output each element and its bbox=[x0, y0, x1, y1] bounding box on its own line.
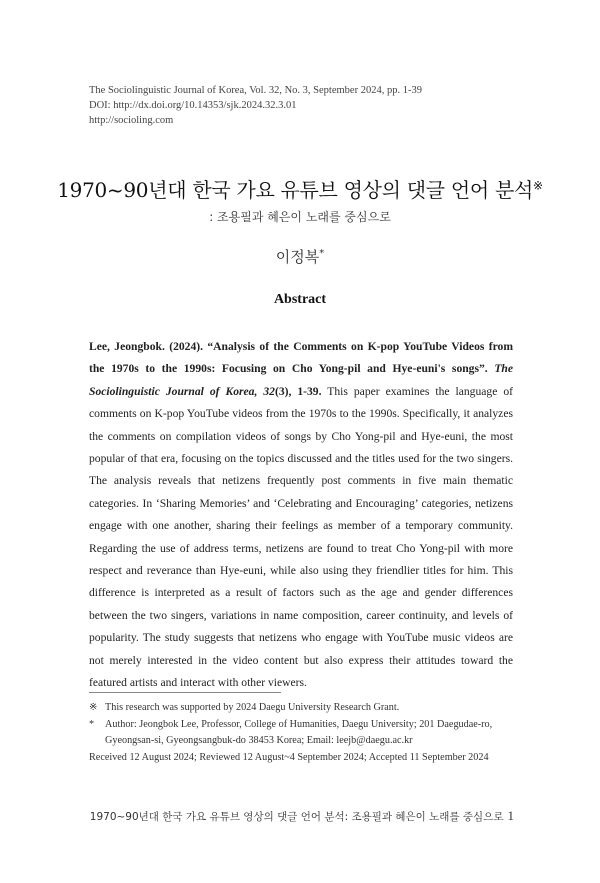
journal-citation-line: The Sociolinguistic Journal of Korea, Vol. 32, No. 3, September 2024, pp. 1-39 bbox=[89, 85, 422, 96]
footnote-funding-text: This research was supported by 2024 Daegu University Research Grant. bbox=[105, 702, 400, 713]
citation-title: “Analysis of the Comments on K-pop YouTube Videos from the 1970s to the 1990s: Focusing on Cho Yong-pil and Hye-euni's songs”. bbox=[89, 340, 513, 376]
author-footnote-mark: * bbox=[319, 248, 325, 259]
page-number: 1 bbox=[507, 808, 514, 823]
page-footer bbox=[90, 808, 514, 824]
citation-issue: (3), 1-39. bbox=[274, 384, 322, 398]
running-title: 1970~90년대 한국 가요 유튜브 영상의 댓글 언어 분석: 조용필과 혜은이 노래를 중심으로 bbox=[89, 811, 504, 823]
paper-title bbox=[0, 174, 600, 203]
journal-url[interactable]: http://socioling.com bbox=[89, 115, 174, 126]
journal-header bbox=[89, 83, 422, 128]
paper-title-text: 1970~90년대 한국 가요 유튜브 영상의 댓글 언어 분석 bbox=[57, 178, 533, 202]
author-name-text: 이정복 bbox=[275, 248, 320, 266]
footnote-author-line1: Author: Jeongbok Lee, Professor, College of Humanities, Daegu University; 201 Daegudae-ro, bbox=[105, 719, 493, 730]
title-footnote-mark: ※ bbox=[533, 178, 543, 193]
footnote-author-line2: Gyeongsan-si, Gyeongsangbuk-do 38453 Korea; Email: leejb@daegu.ac.kr bbox=[105, 735, 413, 746]
footnote-author bbox=[89, 717, 529, 749]
citation-journal: The Sociolinguistic Journal of Korea, 32 bbox=[89, 362, 513, 398]
abstract-heading: Abstract bbox=[273, 292, 327, 307]
footnote-funding-mark: ※ bbox=[89, 702, 98, 713]
abstract-body bbox=[89, 336, 513, 695]
author-name bbox=[0, 246, 600, 267]
abstract-text: This paper examines the language of comments on K-pop YouTube videos from the 1970s to the 1990s. Specifically, it analyzes the comments on compilation videos of songs by Cho Yong-pil and Hye-euni, the most popular of that era, focusing on the topics discussed and the titles used for the two singers. The analysis reveals that netizens frequently post comments in five main thematic categories. In ‘Sharing Memories’ and ‘Celebrating and Encouraging’ categories, netizens engage with one another, sharing their feelings as member of a temporary community. Regarding the use of address terms, netizens are found to treat Cho Yong-pil with more respect and reverance than Hye-euni, while also using they friendlier titles for him. This difference is interpreted as a result of factors such as the age and gender differences between the two singers, variations in name composition, career continuity, and levels of popularity. The study suggests that netizens who engage with YouTube music videos are not merely interested in the video content but also express their attitudes toward the featured artists and interact with other viewers. bbox=[89, 384, 513, 690]
paper-subtitle: : 조용필과 혜은이 노래를 중심으로 bbox=[209, 210, 391, 224]
received-dates: Received 12 August 2024; Reviewed 12 August~4 September 2024; Accepted 11 September 2024 bbox=[89, 752, 489, 763]
doi-line[interactable]: DOI: http://dx.doi.org/10.14353/sjk.2024.32.3.01 bbox=[89, 100, 297, 111]
footnote-author-mark: * bbox=[89, 719, 95, 730]
footnote-funding bbox=[89, 700, 529, 716]
footnote-divider bbox=[89, 692, 281, 693]
citation-author: Lee, Jeongbok. (2024). bbox=[89, 340, 204, 353]
